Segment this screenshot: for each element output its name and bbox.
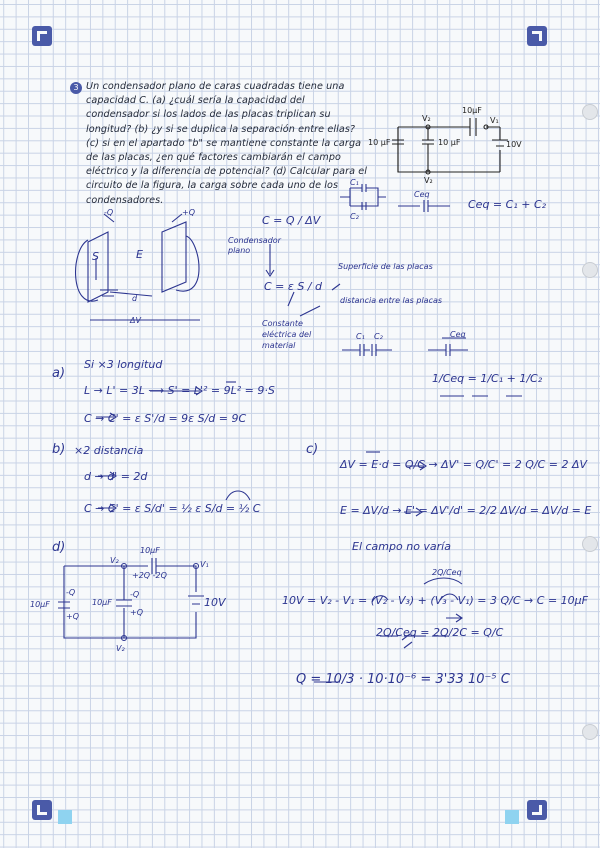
part-c-line1: ΔV = E·d = Q/C → ΔV' = Q/C' = 2 Q/C = 2 ΔV: [340, 458, 588, 471]
problem-statement: Un condensador plano de caras cuadradas tiene una capacidad C. (a) ¿cuál sería la capacidad del condensador si los lados de las placas triplican su longitud? (b) ¿y si se duplica la separación entre ellas? (c) si en el apartado "b" se mantiene constante la carga de las placas, ¿en qué factores cambiarán el campo eléctrico y la diferencia de potencial? (d) Calcular para el circuito de la figura, la carga sobre cada uno de los condensadores.: [86, 81, 368, 206]
plate-q-pos: +Q: [182, 208, 195, 217]
capacitance-plate-formula: C = ε S / d: [264, 280, 322, 293]
series-equation: 1/Ceq = 1/C₁ + 1/C₂: [432, 372, 543, 385]
label-constante: Constante eléctrica del material: [262, 319, 312, 350]
d-left-q-neg: -Q: [66, 588, 76, 597]
part-d-label: d): [52, 540, 66, 555]
plate-s: S: [92, 250, 99, 263]
d-equation-2: 2Q/Ceq = 2Q/2C = Q/C: [376, 626, 504, 639]
d-left-q-pos: +Q: [66, 612, 79, 621]
printed-node-v2: V₂: [422, 114, 431, 123]
part-c-line2: E = ΔV/d → E' = ΔV'/d' = 2/2 ΔV/d = ΔV/d = E: [340, 504, 592, 517]
d-battery: 10V: [204, 596, 226, 609]
part-c-conclusion: El campo no varía: [352, 540, 451, 553]
part-a-label: a): [52, 366, 66, 381]
part-a-line1: L → L' = 3L ⟶ S' = L'² = 9L² = 9·S: [84, 384, 275, 397]
part-c-label: c): [306, 442, 319, 457]
d-overbrace: 2Q/Ceq: [432, 568, 462, 577]
sketch-c2: C₂: [350, 212, 359, 221]
part-b-line1: d → d' = 2d: [84, 470, 148, 483]
part-a-title: Si ×3 longitud: [84, 358, 163, 371]
printed-top-cap-label: 10µF: [462, 106, 482, 115]
d-node-v2: V₂: [110, 556, 119, 565]
printed-battery-label: 10V: [506, 140, 522, 149]
plate-dv: ΔV: [130, 316, 141, 325]
d-node-bottom: V₂: [116, 644, 125, 653]
series-ceq: Ceq: [450, 330, 466, 339]
d-mid-cap: 10µF: [92, 598, 112, 607]
part-b-title: ×2 distancia: [74, 444, 144, 457]
sketch-ceq: Ceq: [414, 190, 430, 199]
parallel-equation: Ceq = C₁ + C₂: [468, 198, 547, 211]
d-top-charge: +2Q -2Q: [132, 571, 167, 580]
d-mid-q-neg: -Q: [130, 590, 140, 599]
d-left-cap: 10µF: [30, 600, 50, 609]
problem-number: 3: [70, 82, 82, 94]
plate-q-neg: -Q: [104, 208, 114, 217]
plate-d: d: [132, 294, 138, 303]
d-top-cap: 10µF: [140, 546, 160, 555]
part-b-label: b): [52, 442, 66, 457]
printed-mid-cap-label: 10 µF: [438, 138, 461, 147]
label-superficie: Superficie de las placas: [338, 262, 433, 271]
printed-node-v1: V₁: [490, 116, 499, 125]
series-c2: C₂: [374, 332, 383, 341]
part-b-line2: C → C' = ε S/d' = ½ ε S/d = ½ C: [84, 502, 261, 515]
sketch-c1: C₁: [350, 178, 359, 187]
plate-e: E: [136, 248, 143, 261]
d-equation-1: 10V = V₂ - V₁ = (V₂ - V₃) + (V₃ - V₁) = 3 Q/C → C = 10µF: [282, 594, 588, 607]
label-condensador-plano: Condensador plano: [228, 236, 281, 255]
label-distancia: distancia entre las placas: [340, 296, 443, 305]
part-a-line2: C → C' = ε S'/d = 9ε S/d = 9C: [84, 412, 247, 425]
capacitance-definition: C = Q / ΔV: [262, 214, 321, 227]
d-node-v1: V₁: [200, 560, 209, 569]
series-c1: C₁: [356, 332, 365, 341]
printed-left-cap-label: 10 µF: [368, 138, 391, 147]
d-mid-q-pos: +Q: [130, 608, 143, 617]
d-result: Q = 10/3 · 10·10⁻⁶ = 3'33 10⁻⁵ C: [296, 672, 510, 687]
printed-node-bottom: V₂: [424, 176, 433, 185]
